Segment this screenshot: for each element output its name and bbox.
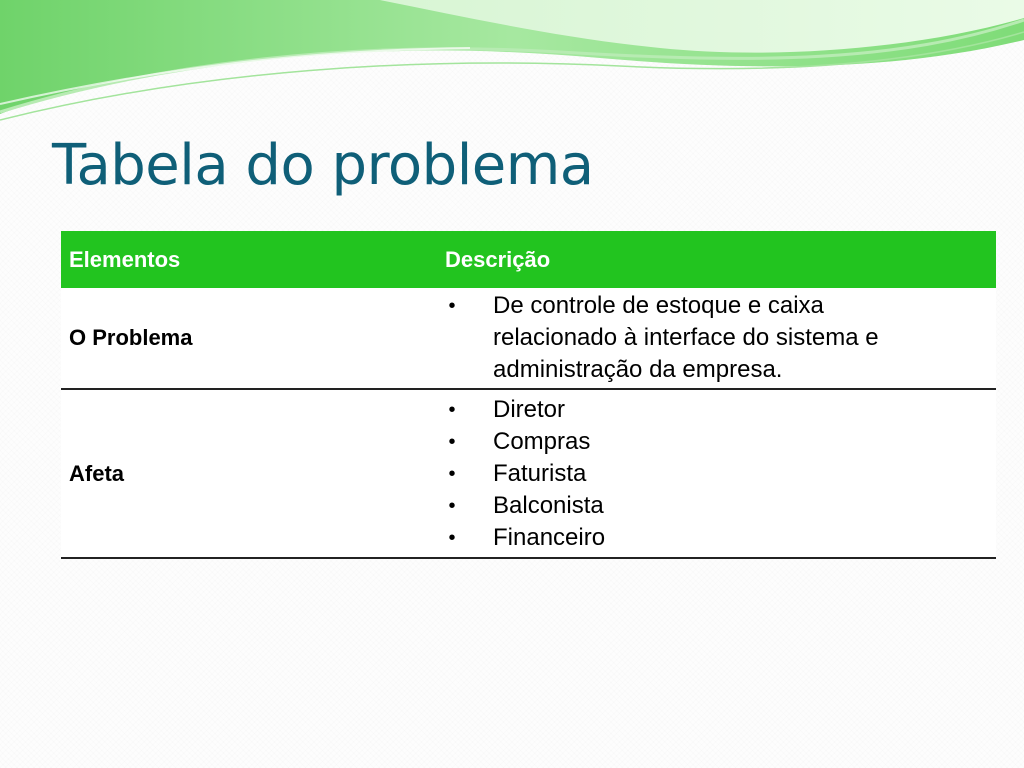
bullet-list [433,290,996,386]
description-line: relacionado à interface do sistema e [493,324,879,351]
row-element-label: O Problema [61,288,433,389]
bullet-icon: • [448,462,456,485]
header-elementos: Elementos [61,231,433,288]
bullet-icon: • [448,398,456,421]
bullet-icon: • [448,494,456,517]
list-item [448,522,996,554]
row-element-label: Afeta [61,389,433,558]
list-item [448,490,996,522]
row-description [433,389,996,558]
table-header-row [61,231,996,288]
bullet-icon: • [448,430,456,453]
slide-title: Tabela do problema [52,133,594,198]
decorative-wave-banner [0,0,1024,130]
list-item-text: Compras [493,427,591,455]
problem-table-grid [61,231,996,559]
bullet-list [433,394,996,554]
list-item-text: Diretor [493,395,566,423]
list-item [448,458,996,490]
list-item [448,290,996,386]
description-line: De controle de estoque e caixa [493,292,824,319]
list-item [448,394,996,426]
problem-table [61,231,996,559]
list-item-text: Balconista [493,491,604,519]
list-item-text: Faturista [493,459,587,487]
description-line: administração da empresa. [493,356,783,383]
header-descricao: Descrição [433,231,996,288]
bullet-icon: • [448,526,456,549]
list-item-text: Financeiro [493,523,606,551]
list-item [448,426,996,458]
table-row [61,288,996,389]
row-description [433,288,996,389]
table-row [61,389,996,558]
bullet-icon: • [448,295,456,317]
